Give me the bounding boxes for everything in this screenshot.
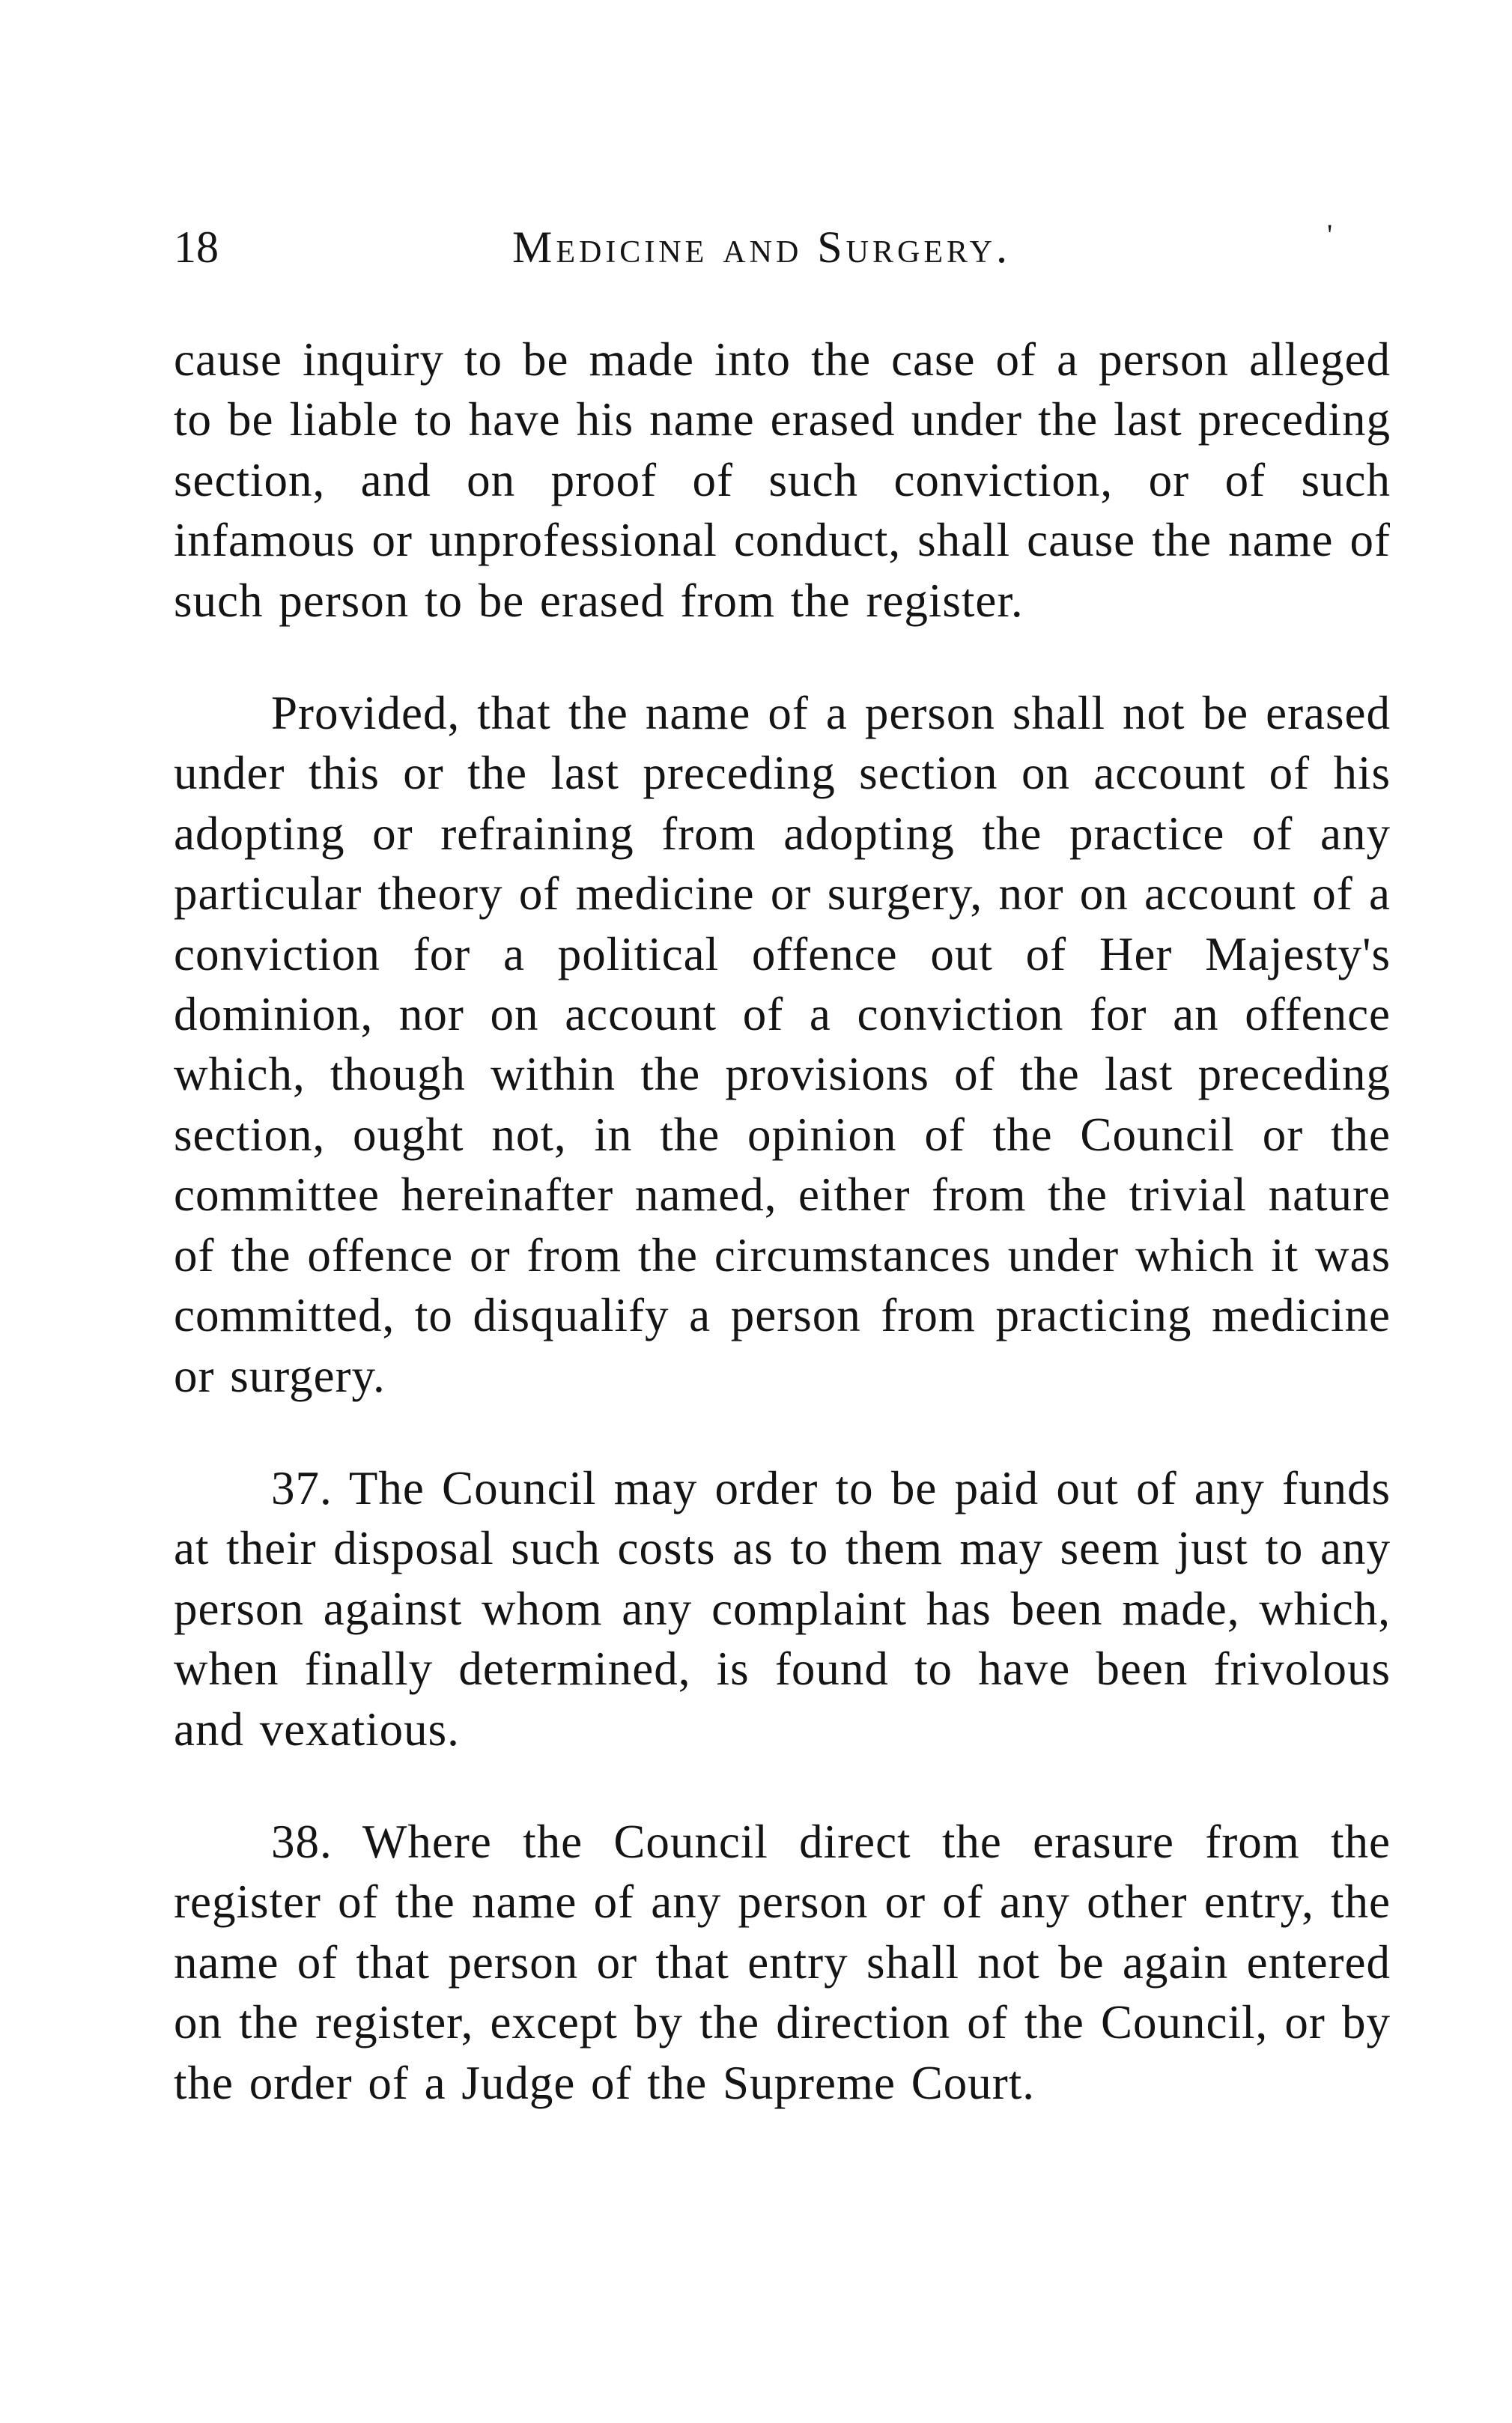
page-number: 18 [174, 222, 219, 272]
page-header [174, 217, 1349, 277]
stray-mark: ' [1327, 218, 1333, 252]
paragraph-section-37: 37. The Council may order to be paid out of any funds at their disposal such costs as to them may seem just to any person against whom any complaint has been made, which, when finally determined, is found to have been frivolous and vexatious. [174, 1461, 1391, 1756]
running-title: Medicine and Surgery. [511, 222, 1012, 272]
body-text [174, 330, 1391, 2113]
paragraph-continued: cause inquiry to be made into the case of a person alleged to be liable to have his name erased under the last preceding section, and on proof of such conviction, or of such infamous or unprofessional conduct, shall cause the name of such person to be erased from the register. [174, 333, 1391, 627]
paragraph-proviso: Provided, that the name of a person shall not be erased under this or the last preceding section on account of his adopting or refraining from adopting the practice of any particular theory of medicine or surgery, nor on account of a conviction for a political offence out of Her Majesty's dominion, nor on account of a conviction for an offence which, though within the provisions of the last preceding section, ought not, in the opinion of the Council or the committee hereinafter named, either from the trivial nature of the offence or from the circumstances under which it was committed, to disqualify a person from practicing medicine or surgery. [174, 687, 1391, 1402]
paragraph-section-38: 38. Where the Council direct the erasure from the register of the name of any person or of any other entry, the name of that person or that entry shall not be again entered on the register, except by the direction of the Council, or by the order of a Judge of the Supreme Court. [174, 1815, 1391, 2109]
